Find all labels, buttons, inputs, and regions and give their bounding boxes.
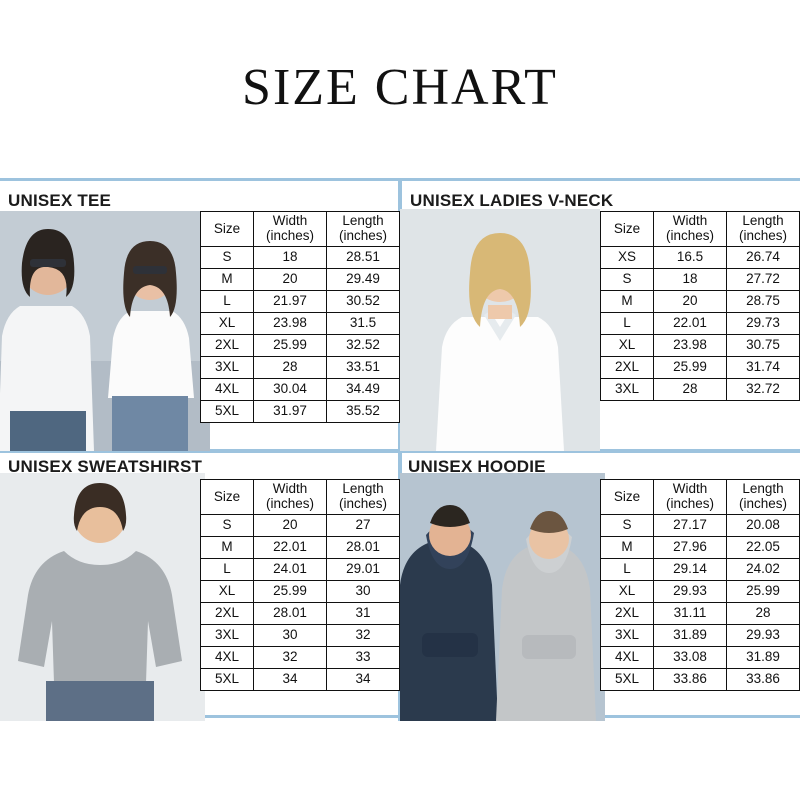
col-length-line2: (inches) bbox=[738, 228, 787, 243]
cell-length: 33.86 bbox=[727, 669, 800, 691]
cell-length: 31.74 bbox=[727, 357, 800, 379]
col-length bbox=[327, 212, 400, 247]
col-length-line2: (inches) bbox=[338, 228, 387, 243]
cell-size: M bbox=[601, 291, 654, 313]
size-chart-grid bbox=[0, 178, 800, 718]
col-size: Size bbox=[601, 480, 654, 515]
photo-unisex-tee bbox=[0, 211, 210, 451]
cell-length: 30.75 bbox=[727, 335, 800, 357]
cell-length: 33 bbox=[327, 647, 400, 669]
col-length bbox=[727, 212, 800, 247]
col-width bbox=[654, 212, 727, 247]
cell-length: 30 bbox=[327, 581, 400, 603]
col-length bbox=[327, 480, 400, 515]
page-title: SIZE CHART bbox=[242, 59, 558, 116]
cell-length: 34.49 bbox=[327, 379, 400, 401]
cell-width: 29.14 bbox=[654, 559, 727, 581]
cell-length: 30.52 bbox=[327, 291, 400, 313]
cell-width: 20 bbox=[654, 291, 727, 313]
cell-size: L bbox=[201, 291, 254, 313]
section-label-unisex-sweatshirst: UNISEX SWEATSHIRST bbox=[8, 457, 203, 476]
cell-size: S bbox=[601, 269, 654, 291]
section-label-unisex-hoodie: UNISEX HOODIE bbox=[408, 457, 546, 476]
cell-size: S bbox=[201, 247, 254, 269]
col-length bbox=[727, 480, 800, 515]
table-row bbox=[201, 291, 400, 313]
cell-length: 27.72 bbox=[727, 269, 800, 291]
col-width-line1: Width bbox=[272, 481, 308, 497]
cell-length: 35.52 bbox=[327, 401, 400, 423]
col-size: Size bbox=[601, 212, 654, 247]
table-row bbox=[601, 537, 800, 559]
cell-width: 30.04 bbox=[254, 379, 327, 401]
cell-size: 3XL bbox=[201, 625, 254, 647]
cell-size: S bbox=[601, 515, 654, 537]
cell-length: 28 bbox=[727, 603, 800, 625]
col-width-line1: Width bbox=[672, 213, 708, 229]
col-length-line1: Length bbox=[742, 481, 784, 497]
cell-width: 18 bbox=[654, 269, 727, 291]
cell-width: 20 bbox=[254, 269, 327, 291]
cell-size: 3XL bbox=[601, 379, 654, 401]
cell-size: 2XL bbox=[201, 335, 254, 357]
cell-length: 25.99 bbox=[727, 581, 800, 603]
cell-width: 23.98 bbox=[654, 335, 727, 357]
cell-width: 21.97 bbox=[254, 291, 327, 313]
cell-size: 5XL bbox=[601, 669, 654, 691]
cell-size: 4XL bbox=[601, 647, 654, 669]
cell-width: 28 bbox=[654, 379, 727, 401]
col-length-line1: Length bbox=[342, 213, 384, 229]
table-row bbox=[201, 625, 400, 647]
cell-width: 20 bbox=[254, 515, 327, 537]
cell-length: 31.89 bbox=[727, 647, 800, 669]
table-row bbox=[601, 559, 800, 581]
section-unisex-ladies-v-neck bbox=[400, 181, 800, 451]
photo-ladies-v-neck-illustration bbox=[400, 209, 600, 451]
col-width-line2: (inches) bbox=[665, 496, 714, 511]
cell-size: 5XL bbox=[201, 401, 254, 423]
cell-width: 25.99 bbox=[254, 335, 327, 357]
cell-size: L bbox=[601, 559, 654, 581]
cell-size: S bbox=[201, 515, 254, 537]
col-width-line2: (inches) bbox=[265, 228, 314, 243]
cell-width: 31.11 bbox=[654, 603, 727, 625]
cell-length: 27 bbox=[327, 515, 400, 537]
table-row bbox=[201, 647, 400, 669]
table-row bbox=[601, 313, 800, 335]
table-row bbox=[201, 603, 400, 625]
col-width-line2: (inches) bbox=[265, 496, 314, 511]
cell-width: 31.97 bbox=[254, 401, 327, 423]
cell-length: 32 bbox=[327, 625, 400, 647]
table-row bbox=[201, 559, 400, 581]
col-width bbox=[654, 480, 727, 515]
cell-length: 28.01 bbox=[327, 537, 400, 559]
col-width bbox=[254, 212, 327, 247]
table-row bbox=[601, 269, 800, 291]
table-row bbox=[201, 537, 400, 559]
cell-size: 3XL bbox=[601, 625, 654, 647]
col-width bbox=[254, 480, 327, 515]
cell-length: 29.93 bbox=[727, 625, 800, 647]
cell-width: 22.01 bbox=[254, 537, 327, 559]
cell-size: 2XL bbox=[601, 603, 654, 625]
section-unisex-sweatshirst bbox=[0, 451, 400, 721]
photo-unisex-tee-illustration bbox=[0, 211, 210, 451]
col-length-line1: Length bbox=[342, 481, 384, 497]
table-row bbox=[601, 357, 800, 379]
cell-size: M bbox=[201, 537, 254, 559]
cell-width: 23.98 bbox=[254, 313, 327, 335]
cell-size: 2XL bbox=[601, 357, 654, 379]
cell-width: 25.99 bbox=[654, 357, 727, 379]
table-row bbox=[201, 581, 400, 603]
cell-length: 29.01 bbox=[327, 559, 400, 581]
table-row bbox=[601, 669, 800, 691]
cell-width: 22.01 bbox=[654, 313, 727, 335]
cell-width: 16.5 bbox=[654, 247, 727, 269]
size-table-unisex-tee bbox=[200, 211, 400, 423]
cell-length: 26.74 bbox=[727, 247, 800, 269]
table-row bbox=[601, 647, 800, 669]
col-width-line1: Width bbox=[272, 213, 308, 229]
cell-length: 24.02 bbox=[727, 559, 800, 581]
cell-size: XL bbox=[601, 581, 654, 603]
cell-length: 29.73 bbox=[727, 313, 800, 335]
photo-sweatshirt-illustration bbox=[0, 473, 205, 721]
cell-width: 33.86 bbox=[654, 669, 727, 691]
photo-unisex-sweatshirst bbox=[0, 473, 205, 721]
table-row bbox=[201, 515, 400, 537]
photo-unisex-hoodie bbox=[400, 473, 605, 721]
cell-size: 5XL bbox=[201, 669, 254, 691]
col-length-line1: Length bbox=[742, 213, 784, 229]
cell-size: XL bbox=[201, 581, 254, 603]
table-row bbox=[601, 625, 800, 647]
size-table-unisex-ladies-v-neck bbox=[600, 211, 800, 401]
col-size: Size bbox=[201, 480, 254, 515]
cell-size: XS bbox=[601, 247, 654, 269]
table-row bbox=[201, 247, 400, 269]
cell-width: 31.89 bbox=[654, 625, 727, 647]
table-row bbox=[201, 357, 400, 379]
cell-length: 20.08 bbox=[727, 515, 800, 537]
cell-length: 32.72 bbox=[727, 379, 800, 401]
table-row bbox=[601, 515, 800, 537]
cell-width: 28.01 bbox=[254, 603, 327, 625]
cell-width: 32 bbox=[254, 647, 327, 669]
cell-width: 18 bbox=[254, 247, 327, 269]
cell-size: L bbox=[201, 559, 254, 581]
cell-width: 25.99 bbox=[254, 581, 327, 603]
cell-width: 29.93 bbox=[654, 581, 727, 603]
col-width-line1: Width bbox=[672, 481, 708, 497]
size-table-unisex-hoodie bbox=[600, 479, 800, 691]
cell-length: 31.5 bbox=[327, 313, 400, 335]
cell-width: 33.08 bbox=[654, 647, 727, 669]
table-row bbox=[601, 581, 800, 603]
table-row bbox=[201, 401, 400, 423]
cell-size: 2XL bbox=[201, 603, 254, 625]
table-row bbox=[601, 335, 800, 357]
cell-width: 34 bbox=[254, 669, 327, 691]
section-unisex-tee bbox=[0, 181, 400, 451]
table-row bbox=[201, 313, 400, 335]
cell-length: 29.49 bbox=[327, 269, 400, 291]
cell-size: 4XL bbox=[201, 379, 254, 401]
cell-length: 28.75 bbox=[727, 291, 800, 313]
table-row bbox=[201, 379, 400, 401]
table-row bbox=[201, 269, 400, 291]
size-table-unisex-sweatshirst bbox=[200, 479, 400, 691]
table-row bbox=[601, 379, 800, 401]
cell-size: M bbox=[601, 537, 654, 559]
table-row bbox=[601, 247, 800, 269]
col-size: Size bbox=[201, 212, 254, 247]
table-header-row bbox=[601, 480, 800, 515]
col-width-line2: (inches) bbox=[665, 228, 714, 243]
col-length-line2: (inches) bbox=[338, 496, 387, 511]
cell-size: 3XL bbox=[201, 357, 254, 379]
section-label-unisex-tee: UNISEX TEE bbox=[8, 191, 112, 210]
cell-width: 27.17 bbox=[654, 515, 727, 537]
photo-hoodie-illustration bbox=[400, 473, 605, 721]
table-row bbox=[201, 669, 400, 691]
photo-unisex-ladies-v-neck bbox=[400, 209, 600, 451]
cell-size: XL bbox=[201, 313, 254, 335]
cell-width: 27.96 bbox=[654, 537, 727, 559]
table-header-row bbox=[201, 480, 400, 515]
cell-width: 24.01 bbox=[254, 559, 327, 581]
cell-length: 32.52 bbox=[327, 335, 400, 357]
cell-width: 30 bbox=[254, 625, 327, 647]
cell-length: 33.51 bbox=[327, 357, 400, 379]
cell-size: L bbox=[601, 313, 654, 335]
table-header-row bbox=[601, 212, 800, 247]
cell-width: 28 bbox=[254, 357, 327, 379]
cell-length: 28.51 bbox=[327, 247, 400, 269]
table-row bbox=[601, 291, 800, 313]
section-label-unisex-ladies-v-neck: UNISEX LADIES V-NECK bbox=[410, 191, 614, 210]
cell-length: 31 bbox=[327, 603, 400, 625]
cell-length: 34 bbox=[327, 669, 400, 691]
section-unisex-hoodie bbox=[400, 451, 800, 721]
cell-size: M bbox=[201, 269, 254, 291]
table-header-row bbox=[201, 212, 400, 247]
cell-size: 4XL bbox=[201, 647, 254, 669]
cell-length: 22.05 bbox=[727, 537, 800, 559]
table-row bbox=[201, 335, 400, 357]
cell-size: XL bbox=[601, 335, 654, 357]
col-length-line2: (inches) bbox=[738, 496, 787, 511]
table-row bbox=[601, 603, 800, 625]
